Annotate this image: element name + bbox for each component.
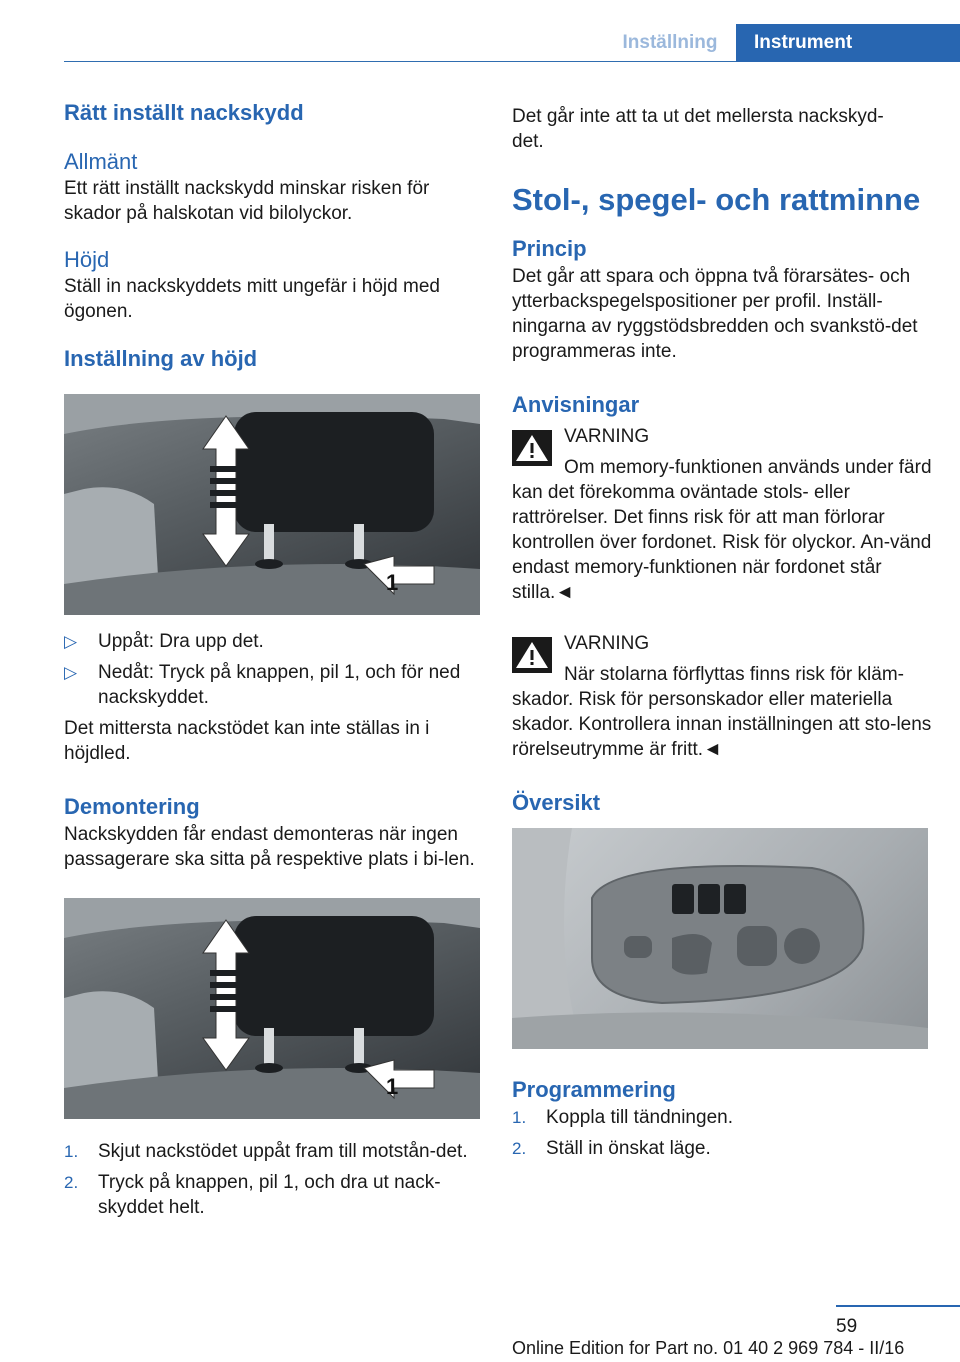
anvisningar-heading: Anvisningar: [512, 392, 640, 417]
tab-instrument[interactable]: Instrument: [736, 24, 960, 62]
step-text: Koppla till tändningen.: [546, 1107, 733, 1128]
height-bullets: [64, 629, 480, 710]
list-item: [64, 1170, 480, 1220]
warning-triangle-icon: [512, 430, 552, 466]
intro-text: Det går inte att ta ut det mellersta nackskyd-det.: [512, 106, 884, 152]
warning-block-1: [512, 424, 932, 605]
oversikt-heading: Översikt: [512, 790, 601, 815]
seat-controls-photo: [512, 828, 928, 1049]
arrow-label-1: 1: [386, 570, 399, 595]
headrest-photo-1: [64, 394, 480, 615]
demontering-text: Nackskydden får endast demonteras när ingen passagerare ska sitta på respektive plats i bi-len.: [64, 824, 475, 870]
step-number: 2.: [512, 1139, 527, 1158]
headrest-photo-2: [64, 898, 480, 1119]
footer-rule: [836, 1305, 960, 1307]
list-item: [64, 629, 480, 654]
step-number: 1.: [64, 1142, 79, 1161]
demontering-steps: [64, 1139, 480, 1220]
warning-triangle-icon: [512, 637, 552, 673]
page-number: 59: [836, 1316, 858, 1337]
step-text: Tryck på knappen, pil 1, och dra ut nack-skyddet helt.: [98, 1172, 441, 1218]
arrow-label-2: 1: [386, 1074, 399, 1099]
edition-text: Online Edition for Part no. 01 40 2 969 784 - II/16: [512, 1338, 905, 1358]
bullet-marker: ▷: [64, 632, 78, 651]
list-item: [64, 660, 480, 710]
warning-title: VARNING: [564, 633, 650, 654]
tab-installning[interactable]: Inställning: [622, 32, 718, 53]
princip-text: Det går att spara och öppna två förarsätes- och ytterbackspegelspositioner per profil. Inställ-ningarna av ryggstödsbredden och svankstö-det programmeras inte.: [512, 266, 918, 362]
left-column: [64, 98, 480, 1226]
warning-block-2: [512, 631, 932, 762]
bullet-marker: ▷: [64, 663, 78, 682]
step-number: 2.: [64, 1173, 79, 1192]
headrest-illustration-2: [64, 898, 480, 1119]
hojd-heading: Höjd: [64, 247, 110, 272]
main-title: Stol-, spegel- och rattminne: [512, 182, 921, 217]
warning-text: När stolarna förflyttas finns risk för kläm-skador. Risk för personskador eller materiella skador. Kontrollera innan inställningen att sto-lens rörelseutrymme är fritt.◄: [512, 664, 932, 760]
step-number: 1.: [512, 1108, 527, 1127]
bullet-text: Uppåt: Dra upp det.: [98, 631, 264, 652]
headrest-illustration-1: [64, 394, 480, 615]
seat-controls-illustration: [512, 828, 928, 1049]
princip-heading: Princip: [512, 236, 587, 261]
list-item: [64, 1139, 480, 1164]
right-column: [512, 104, 932, 1167]
allmant-text: Ett rätt inställt nackskydd minskar risken för skador på halskotan vid bilolyckor.: [64, 178, 430, 224]
allmant-heading: Allmänt: [64, 149, 138, 174]
hojd-text: Ställ in nackskyddets mitt ungefär i höjd med ögonen.: [64, 276, 440, 322]
warning-text: Om memory-funktionen används under färd kan det förekomma oväntade stols- eller rattrörelser. Det finns risk för att man förlorar kontrollen över fordonet. Risk för olyckor. An-vänd endast memory-funktionen när fordonet står stilla.◄: [512, 457, 932, 603]
section-title: Rätt inställt nackskydd: [64, 100, 304, 125]
step-text: Ställ in önskat läge.: [546, 1138, 711, 1159]
list-item: [512, 1105, 932, 1130]
demontering-heading: Demontering: [64, 794, 200, 819]
mittersta-text: Det mittersta nackstödet kan inte ställas in i höjdled.: [64, 718, 430, 764]
programmering-steps: [512, 1105, 932, 1161]
installning-heading: Inställning av höjd: [64, 346, 258, 371]
warning-title: VARNING: [564, 426, 650, 447]
programmering-heading: Programmering: [512, 1077, 676, 1102]
step-text: Skjut nackstödet uppåt fram till motstån-det.: [98, 1141, 468, 1162]
list-item: [512, 1136, 932, 1161]
bullet-text: Nedåt: Tryck på knappen, pil 1, och för ned nackskyddet.: [98, 662, 461, 708]
